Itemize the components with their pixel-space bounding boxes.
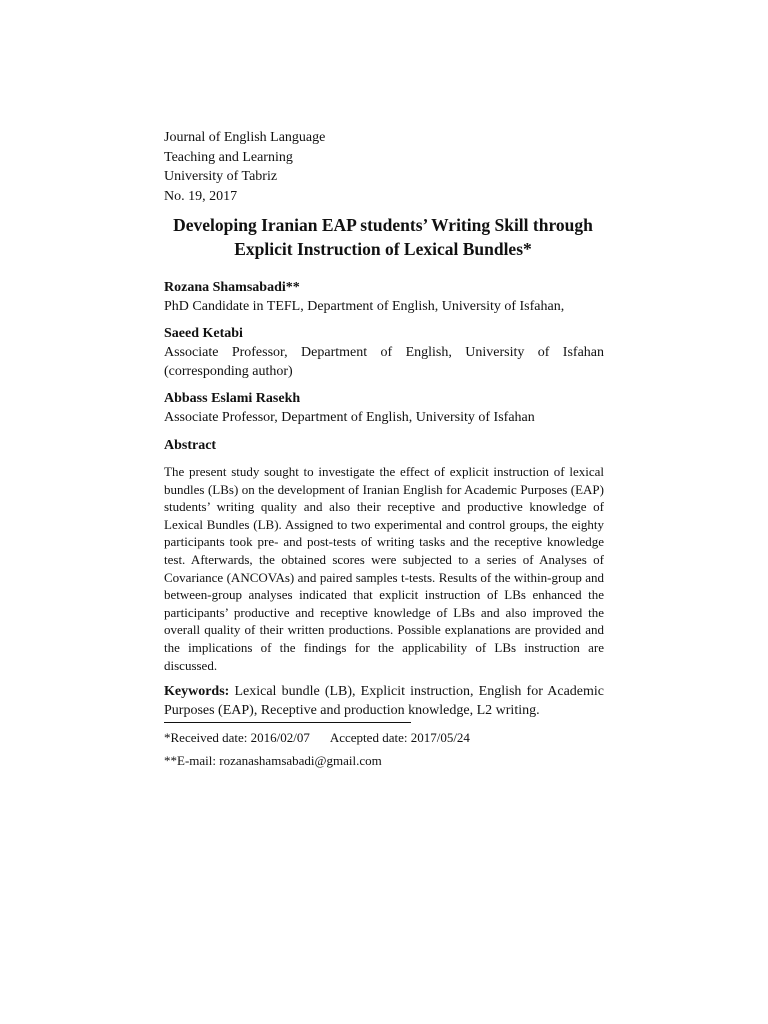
footnote-email: **E-mail: rozanashamsabadi@gmail.com bbox=[164, 753, 382, 769]
author-affiliation: PhD Candidate in TEFL, Department of English, University of Isfahan, bbox=[164, 299, 565, 314]
author-name: Abbass Eslami Rasekh bbox=[164, 391, 301, 406]
keywords-text: Lexical bundle (LB), Explicit instruction, English for Academic Purposes (EAP), Receptive and production knowledge, L2 writing. bbox=[164, 684, 604, 719]
received-date: *Received date: 2016/02/07 bbox=[164, 730, 310, 746]
author-affiliation: Associate Professor, Department of English, University of Isfahan bbox=[164, 410, 535, 425]
author-block bbox=[164, 389, 604, 427]
abstract-heading: Abstract bbox=[164, 438, 217, 453]
article-title: Developing Iranian EAP students’ Writing Skill through Explicit Instruction of Lexical Bundles* bbox=[173, 215, 593, 259]
footnote-dates bbox=[164, 729, 604, 747]
article-first-page bbox=[164, 128, 604, 775]
footnote-divider bbox=[164, 722, 411, 723]
author-name: Saeed Ketabi bbox=[164, 326, 243, 341]
corresponding-author-note: (corresponding author) bbox=[164, 364, 293, 379]
accepted-date: Accepted date: 2017/05/24 bbox=[329, 730, 470, 746]
author-block bbox=[164, 324, 604, 381]
author-affiliation: Associate Professor, Department of English, University of Isfahan bbox=[164, 345, 604, 360]
keywords-label: Keywords: bbox=[164, 684, 230, 700]
author-name: Rozana Shamsabadi** bbox=[164, 280, 300, 295]
keywords bbox=[164, 682, 604, 720]
journal-name-line-1: Journal of English Language bbox=[164, 130, 326, 145]
journal-publisher: University of Tabriz bbox=[164, 169, 278, 184]
abstract-text: The present study sought to investigate the effect of explicit instruction of lexical bundles (LBs) on the development of Iranian English for Academic Purposes (EAP) students’ writing quality and also their receptive and productive knowledge of Lexical Bundles (LB). Assigned to two experimental and control groups, the eighty participants took pre- and post-tests of writing tasks and the receptive knowledge test. Afterwards, the obtained scores were subjected to a series of Analyses of Covariance (ANCOVAs) and paired samples t-tests. Results of the within-group and between-group analyses indicated that explicit instruction of LBs enhanced the participants’ productive and receptive knowledge of LBs and also improved the overall quality of their written productions. Possible explanations are provided and the implications of the findings for the applicability of LBs instruction are discussed. bbox=[164, 464, 604, 673]
journal-name-line-2: Teaching and Learning bbox=[164, 149, 293, 165]
journal-info bbox=[164, 128, 604, 206]
journal-issue: No. 19, 2017 bbox=[164, 188, 238, 204]
author-block bbox=[164, 278, 604, 316]
